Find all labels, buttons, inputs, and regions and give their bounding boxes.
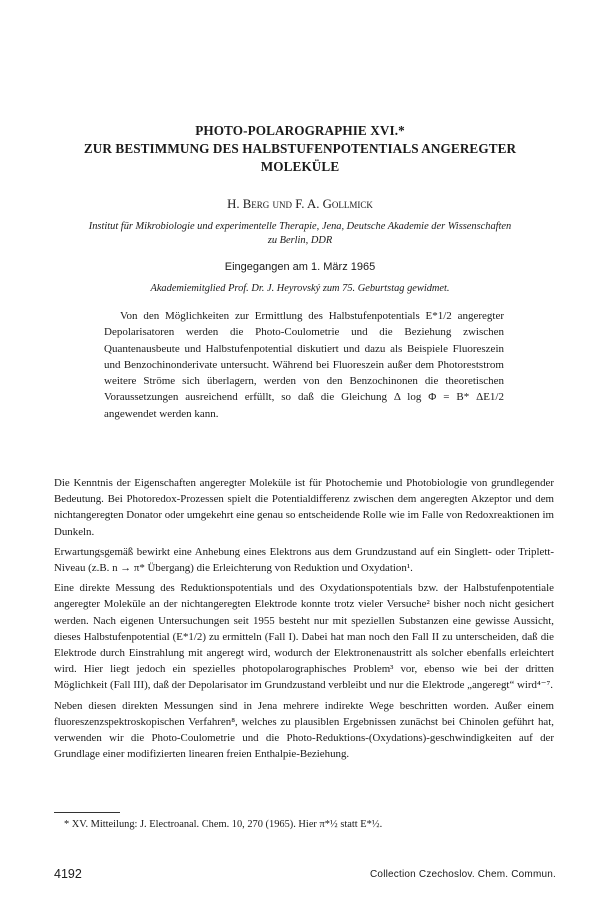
footnote: * XV. Mitteilung: J. Electroanal. Chem. 10, 270 (1965). Hier π*½ statt E*½. bbox=[64, 819, 383, 830]
body-paragraph-2: Erwartungsgemäß bewirkt eine Anhebung eines Elektrons aus dem Grundzustand auf ein Singlett- oder Triplett-Niveau (z.B. n → π* Übergang) die Erleichterung von Reduktion und Oxydation¹. bbox=[54, 545, 554, 575]
abstract-paragraph: Von den Möglichkeiten zur Ermittlung des Halbstufenpotentials E*1/2 angeregter Depolarisatoren werden die Photo-Coulometrie und die Beziehung zwischen Quantenausbeute und Halbstufenpotential diskutiert und dazu als Beispiele Fluoreszein und Benzochinonderivate untersucht. Während bei Fluoreszein außer dem Photoreststrom weitere Ströme sich überlagern, werden von den Benzochinonen die theoretischen Voraussetzungen ausreichend erfüllt, so daß die Gleichung Δ log Φ = B* ΔE1/2 angewendet werden kann. bbox=[104, 310, 504, 420]
body-paragraph-4: Neben diesen direkten Messungen sind in Jena mehrere indirekte Wege beschritten worden. Außer einem fluoreszenzspektroskopischen Verfahren⁸, welches zu plausiblen Ergebnissen zunächst bei Chinolen geführt hat, verwenden wir die Photo-Coulometrie und die Photo-Reduktions-(Oxydations)-geschwindigkeiten auf der Grundlage einer modifizierten linearen freien Enthalpie-Beziehung. bbox=[54, 699, 554, 761]
title-line-3: MOLEKÜLE bbox=[260, 159, 340, 174]
institute-line-1: Institut für Mikrobiologie und experimentelle Therapie, Jena, Deutsche Akademie der Wissenschaften bbox=[88, 221, 512, 232]
body-paragraph-1: Die Kenntnis der Eigenschaften angeregter Moleküle ist für Photochemie und Photobiologie von grundlegender Bedeutung. Bei Photoredox-Prozessen spielt die Potentialdifferenz zwischen dem angeregten Akzeptor und dem nichtangeregten Donator oder umgekehrt eine genau so entscheidende Rolle wie im Falle von Redoxreaktionen im Dunkeln. bbox=[54, 477, 554, 538]
dedication: Akademiemitglied Prof. Dr. J. Heyrovský zum 75. Geburtstag gewidmet. bbox=[150, 283, 450, 294]
body-paragraph-3: Eine direkte Messung des Reduktionspotentials und des Oxydationspotentials bzw. der Halbstufenpotentiale angeregter Moleküle an der nichtangeregten Elektrode konnte trotz vieler Versuche² bisher noch nicht gesichert werden. Nach eigenen Untersuchungen seit 1955 besteht nur mit speziellen Substanzen eine gewisse Aussicht, dieses Halbstufenpotential (E*1/2) zu ermitteln (Fall I). Dabei hat man noch den Fall II zu unterscheiden, daß die Elektrode durch Einstrahlung mit angeregt wird, wodurch der Elektronenaustritt als solcher ebenfalls erleichtert wird. Hier liegt jedoch ein spezielles photopolarographisches Problem³ vor, ebenso wie bei der dritten Möglichkeit (Fall III), daß der Depolarisator im Grundzustand verbleibt und nur die Elektrode „angeregt“ wird⁴⁻⁷. bbox=[54, 582, 554, 692]
authors: H. Berg und F. A. Gollmick bbox=[227, 197, 373, 211]
journal-name: Collection Czechoslov. Chem. Commun. bbox=[370, 869, 556, 880]
institute bbox=[40, 220, 560, 247]
footnote-divider bbox=[54, 812, 120, 813]
body-text bbox=[54, 475, 554, 766]
title-line-2: ZUR BESTIMMUNG DES HALBSTUFENPOTENTIALS ANGEREGTER bbox=[83, 141, 517, 156]
received-date: Eingegangen am 1. März 1965 bbox=[224, 261, 376, 273]
title-line-1: PHOTO-POLAROGRAPHIE XVI.* bbox=[195, 123, 405, 138]
institute-line-2: zu Berlin, DDR bbox=[267, 234, 333, 246]
page-number: 4192 bbox=[54, 867, 82, 881]
abstract bbox=[104, 308, 504, 422]
